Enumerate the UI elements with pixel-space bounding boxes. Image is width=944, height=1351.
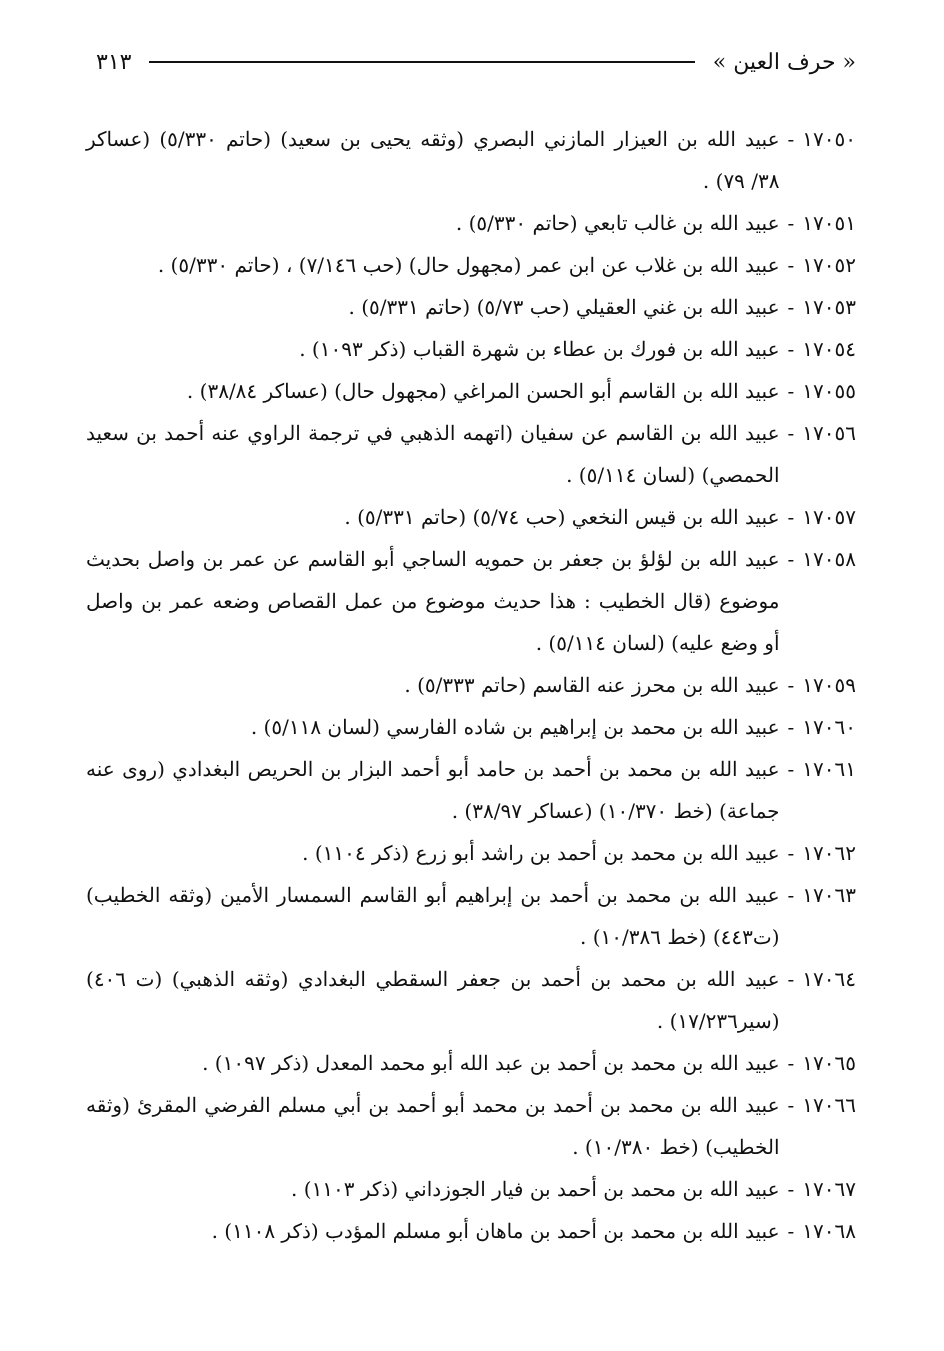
page-number: ٣١٣ — [96, 49, 132, 75]
list-item — [86, 538, 856, 664]
list-item — [86, 370, 856, 412]
entry-text: عبيد الله بن غالب تابعي (حاتم ٥/٣٣٠) . — [455, 211, 780, 235]
list-item — [86, 1168, 856, 1210]
header-rule — [149, 61, 694, 63]
entry-dash: - — [787, 295, 795, 319]
entry-dash: - — [787, 1051, 795, 1075]
entry-dash: - — [787, 253, 795, 277]
entry-dash: - — [787, 337, 795, 361]
list-item — [86, 1084, 856, 1168]
entry-number: ١٧٠٦٣ — [802, 883, 856, 907]
entry-number: ١٧٠٥٧ — [802, 505, 856, 529]
entry-number: ١٧٠٦٨ — [802, 1219, 856, 1243]
entry-text: عبيد الله بن محمد بن أحمد بن ماهان أبو مسلم المؤدب (ذكر ١١٠٨) . — [211, 1219, 780, 1243]
entry-dash: - — [787, 1093, 795, 1117]
entry-number: ١٧٠٥٥ — [802, 379, 856, 403]
list-item — [86, 874, 856, 958]
chapter-title: « حرف العين » — [712, 49, 856, 75]
entry-dash: - — [787, 967, 795, 991]
entry-text: عبيد الله بن محمد بن أحمد بن إبراهيم أبو القاسم السمسار الأمين (وثقه الخطيب) (ت٤٤٣) (خط ١٠/٣٨٦) . — [86, 883, 780, 949]
entry-dash: - — [787, 757, 795, 781]
list-item — [86, 496, 856, 538]
list-item — [86, 832, 856, 874]
entry-text: عبيد الله بن محمد بن أحمد بن محمد أبو أحمد بن أبي مسلم الفرضي المقرئ (وثقه الخطيب) (خط ١٠/٣٨٠) . — [86, 1093, 780, 1159]
entry-number: ١٧٠٦٢ — [802, 841, 856, 865]
list-item — [86, 1042, 856, 1084]
entry-text: عبيد الله بن محمد بن أحمد بن عبد الله أبو محمد المعدل (ذكر ١٠٩٧) . — [202, 1051, 780, 1075]
entry-text: عبيد الله بن محمد بن إبراهيم بن شاده الفارسي (لسان ٥/١١٨) . — [250, 715, 780, 739]
entry-text: عبيد الله بن القاسم عن سفيان (اتهمه الذهبي في ترجمة الراوي عنه أحمد بن سعيد الحمصي) (لسان ٥/١١٤) . — [86, 421, 780, 487]
entry-text: عبيد الله بن القاسم أبو الحسن المراغي (مجهول حال) (عساكر ٣٨/٨٤) . — [186, 379, 780, 403]
list-item — [86, 412, 856, 496]
entry-dash: - — [787, 1219, 795, 1243]
entry-dash: - — [787, 841, 795, 865]
running-header — [96, 42, 856, 82]
list-item — [86, 748, 856, 832]
entry-text: عبيد الله بن محمد بن أحمد بن حامد أبو أحمد البزار بن الحريص البغدادي (روى عنه جماعة) (خط ١٠/٣٧٠) (عساكر ٣٨/٩٧) . — [86, 757, 780, 823]
entry-dash: - — [787, 1177, 795, 1201]
entry-dash: - — [787, 505, 795, 529]
entry-number: ١٧٠٦٠ — [802, 715, 856, 739]
entry-dash: - — [787, 379, 795, 403]
entry-number: ١٧٠٥٤ — [802, 337, 856, 361]
entry-text: عبيد الله بن محمد بن أحمد بن جعفر السقطي البغدادي (وثقه الذهبي) (ت ٤٠٦) (سير١٧/٢٣٦) . — [86, 967, 780, 1033]
list-item — [86, 1210, 856, 1252]
entry-text: عبيد الله بن لؤلؤ بن جعفر بن حمويه الساجي أبو القاسم عن عمر بن واصل بحديث موضوع (قال الخطيب : هذا حديث موضوع من عمل القصاص وضعه عمر بن واصل أو وضع عليه) (لسان ٥/١١٤) . — [86, 547, 780, 655]
list-item — [86, 706, 856, 748]
entry-text: عبيد الله بن قيس النخعي (حب ٥/٧٤) (حاتم ٥/٣٣١) . — [344, 505, 780, 529]
entry-number: ١٧٠٥٩ — [802, 673, 856, 697]
list-item — [86, 118, 856, 202]
entry-number: ١٧٠٥٨ — [802, 547, 856, 571]
entry-number: ١٧٠٥١ — [802, 211, 856, 235]
entry-text: عبيد الله بن فورك بن عطاء بن شهرة القباب (ذكر ١٠٩٣) . — [299, 337, 780, 361]
list-item — [86, 328, 856, 370]
entry-number: ١٧٠٥٣ — [802, 295, 856, 319]
entry-dash: - — [787, 673, 795, 697]
entry-text: عبيد الله بن محمد بن أحمد بن فيار الجوزداني (ذكر ١١٠٣) . — [291, 1177, 780, 1201]
list-item — [86, 286, 856, 328]
entry-text: عبيد الله بن محرز عنه القاسم (حاتم ٥/٣٣٣) . — [404, 673, 780, 697]
entry-dash: - — [787, 547, 795, 571]
entry-dash: - — [787, 883, 795, 907]
entry-number: ١٧٠٥٢ — [802, 253, 856, 277]
list-item — [86, 958, 856, 1042]
entry-number: ١٧٠٥٠ — [802, 127, 856, 151]
entry-text: عبيد الله بن العيزار المازني البصري (وثقه يحيى بن سعيد) (حاتم ٥/٣٣٠) (عساكر ٣٨/ ٧٩) . — [86, 127, 780, 193]
entry-number: ١٧٠٦٦ — [802, 1093, 856, 1117]
entry-list — [86, 118, 856, 1252]
entry-number: ١٧٠٥٦ — [802, 421, 856, 445]
entry-number: ١٧٠٦٧ — [802, 1177, 856, 1201]
entry-number: ١٧٠٦٥ — [802, 1051, 856, 1075]
entry-text: عبيد الله بن غني العقيلي (حب ٥/٧٣) (حاتم ٥/٣٣١) . — [348, 295, 780, 319]
entry-number: ١٧٠٦١ — [802, 757, 856, 781]
entry-text: عبيد الله بن محمد بن أحمد بن راشد أبو زرع (ذكر ١١٠٤) . — [302, 841, 780, 865]
entry-dash: - — [787, 715, 795, 739]
entry-text: عبيد الله بن غلاب عن ابن عمر (مجهول حال) (حب ٧/١٤٦) ، (حاتم ٥/٣٣٠) . — [157, 253, 780, 277]
entry-dash: - — [787, 211, 795, 235]
list-item — [86, 244, 856, 286]
list-item — [86, 202, 856, 244]
entry-number: ١٧٠٦٤ — [802, 967, 856, 991]
entry-dash: - — [787, 127, 795, 151]
entry-dash: - — [787, 421, 795, 445]
list-item — [86, 664, 856, 706]
